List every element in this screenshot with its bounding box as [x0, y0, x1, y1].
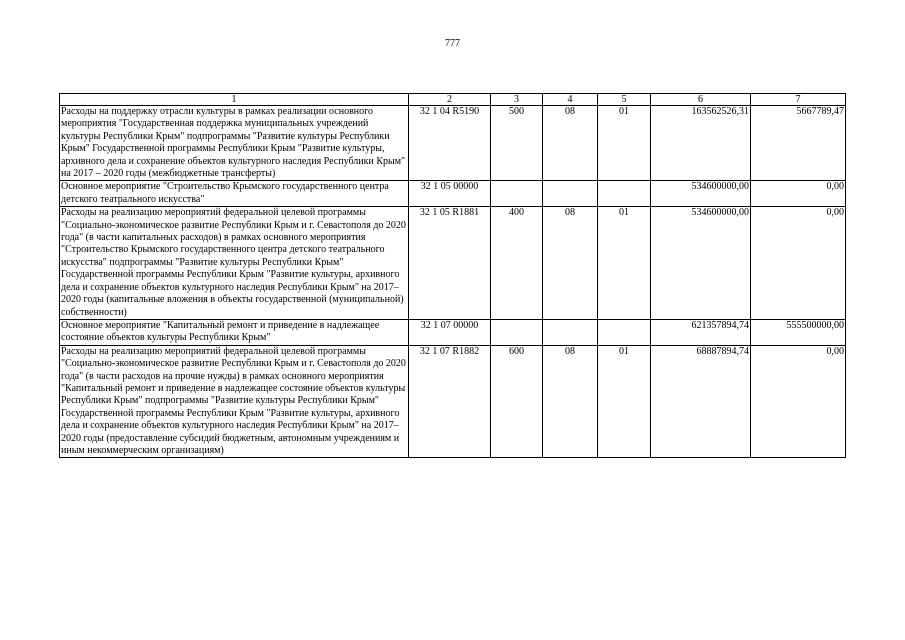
row-amount-col-6: 621357894,74 [651, 319, 751, 345]
row-description: Основное мероприятие "Капитальный ремонт и приведение в надлежащее состояние объектов культуры Республики Крым" [60, 319, 409, 345]
row-amount-col-7: 0,00 [751, 181, 846, 207]
header-col-5: 5 [598, 94, 651, 106]
row-col-3: 600 [491, 345, 543, 458]
table-row [60, 319, 846, 345]
row-code: 32 1 05 00000 [409, 181, 491, 207]
header-col-6: 6 [651, 94, 751, 106]
row-col-3 [491, 181, 543, 207]
table-header-row [60, 94, 846, 106]
row-description: Расходы на реализацию мероприятий федеральной целевой программы "Социально-экономическое развитие Республики Крым и г. Севастополя до 2020 года" (в части капитальных расходов) в рамках основного мероприятия "Строительство Крымского государственного центра детского театрального искусства" подпрограммы "Развитие культуры Республики Крым" Государственной программы Республики Крым "Развитие культуры, архивного дела и сохранение объектов культурного наследия Республики Крым" на 2017–2020 годы (капитальные вложения в объекты государственной (муниципальной) собственности) [60, 207, 409, 320]
header-col-3: 3 [491, 94, 543, 106]
row-col-5: 01 [598, 345, 651, 458]
row-amount-col-6: 68887894,74 [651, 345, 751, 458]
row-col-5 [598, 181, 651, 207]
table-row [60, 181, 846, 207]
row-col-3: 500 [491, 106, 543, 181]
row-amount-col-7: 0,00 [751, 207, 846, 320]
row-col-5: 01 [598, 106, 651, 181]
row-code: 32 1 05 R1881 [409, 207, 491, 320]
row-col-4 [543, 181, 598, 207]
header-col-1: 1 [60, 94, 409, 106]
row-description: Основное мероприятие "Строительство Крымского государственного центра детского театрального искусства" [60, 181, 409, 207]
row-col-4: 08 [543, 106, 598, 181]
row-code: 32 1 04 R5190 [409, 106, 491, 181]
row-col-3 [491, 319, 543, 345]
row-amount-col-7: 0,00 [751, 345, 846, 458]
row-col-3: 400 [491, 207, 543, 320]
row-code: 32 1 07 00000 [409, 319, 491, 345]
row-amount-col-7: 5667789,47 [751, 106, 846, 181]
row-description: Расходы на реализацию мероприятий федеральной целевой программы "Социально-экономическое развитие Республики Крым и г. Севастополя до 2020 года" (в части расходов на прочие нужды) в рамках основного мероприятия "Капитальный ремонт и приведение в надлежащее состояние объектов культуры Республики Крым" подпрограммы "Развитие культуры Республики Крым" Государственной программы Республики Крым "Развитие культуры, архивного дела и сохранение объектов культурного наследия Республики Крым" на 2017–2020 годы (предоставление субсидий бюджетным, автономным учреждениям и иным некоммерческим организациям) [60, 345, 409, 458]
row-amount-col-6: 534600000,00 [651, 181, 751, 207]
budget-table [59, 93, 846, 458]
page-number: 777 [445, 38, 460, 49]
table-row [60, 345, 846, 458]
row-code: 32 1 07 R1882 [409, 345, 491, 458]
row-col-4 [543, 319, 598, 345]
row-description: Расходы на поддержку отрасли культуры в рамках реализации основного мероприятия "Государственная поддержка муниципальных учреждений культуры Республики Крым" подпрограммы "Развитие культуры Республики Крым" Государственной программы Республики Крым "Развитие культуры, архивного дела и сохранение объектов культурного наследия Республики Крым" на 2017 – 2020 годы (межбюджетные трансферты) [60, 106, 409, 181]
header-col-7: 7 [751, 94, 846, 106]
row-amount-col-6: 163562526,31 [651, 106, 751, 181]
row-amount-col-7: 555500000,00 [751, 319, 846, 345]
table-row [60, 106, 846, 181]
row-col-4: 08 [543, 345, 598, 458]
row-col-5 [598, 319, 651, 345]
table-row [60, 207, 846, 320]
row-amount-col-6: 534600000,00 [651, 207, 751, 320]
row-col-4: 08 [543, 207, 598, 320]
row-col-5: 01 [598, 207, 651, 320]
header-col-2: 2 [409, 94, 491, 106]
header-col-4: 4 [543, 94, 598, 106]
